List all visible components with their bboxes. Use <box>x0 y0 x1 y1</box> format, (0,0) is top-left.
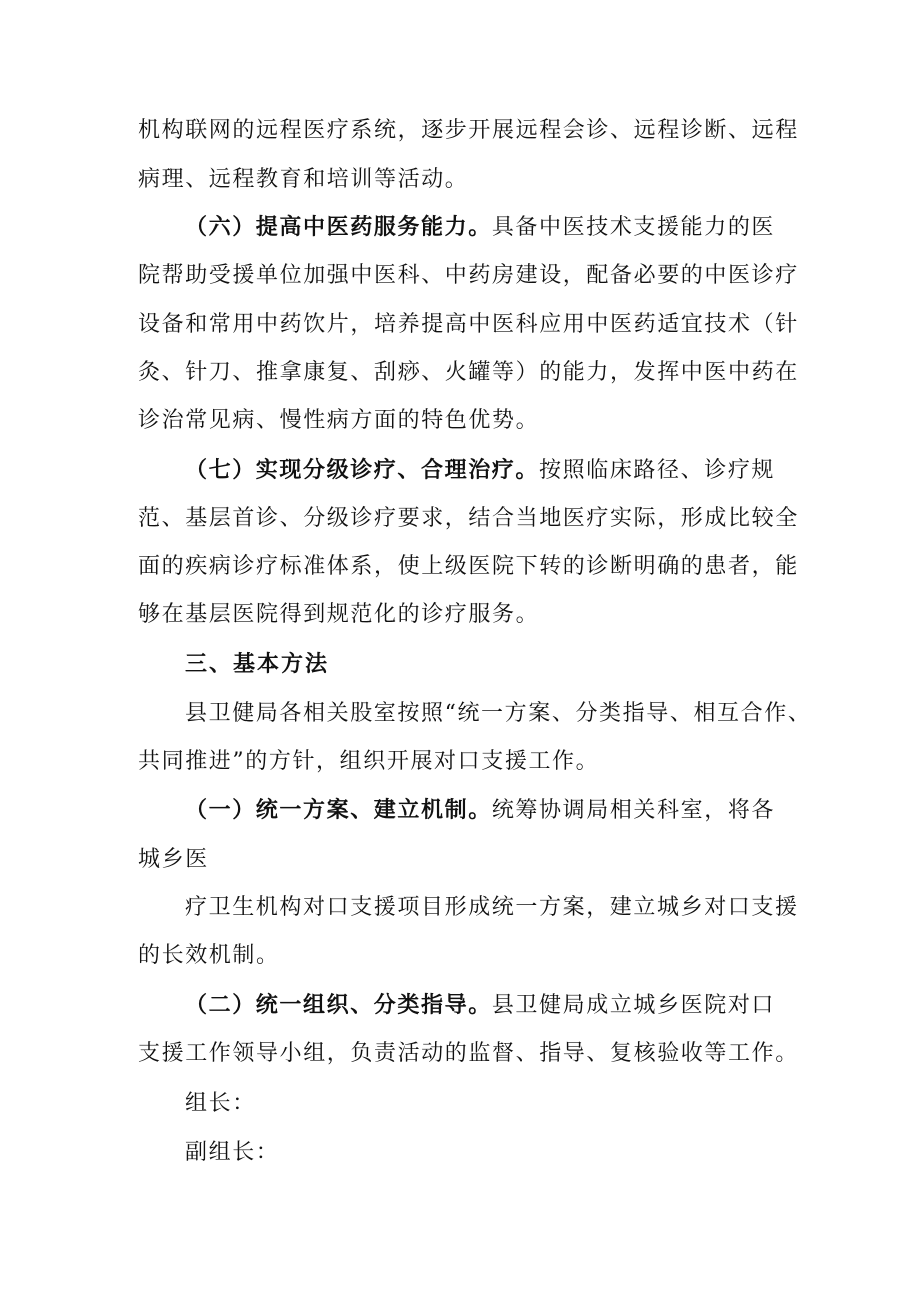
paragraph-line: 灸、针刀、推拿康复、刮痧、火罐等）的能力，发挥中医中药在 <box>138 360 799 385</box>
paragraph-text: 具备中医技术支援能力的医 <box>491 215 776 240</box>
section-heading-7: （七）实现分级诊疗、合理治疗。 <box>185 458 540 483</box>
paragraph-line: 机构联网的远程医疗系统，逐步开展远程会诊、远程诊断、远程 <box>138 118 799 143</box>
paragraph-line: 面的疾病诊疗标准体系，使上级医院下转的诊断明确的患者，能 <box>138 554 799 579</box>
paragraph-line: 县卫健局各相关股室按照“统一方案、分类指导、相互合作、 <box>185 701 812 726</box>
group-leader-label: 组长： <box>185 1091 256 1116</box>
chapter-heading: 三、基本方法 <box>185 652 330 677</box>
section-heading-1: （一）统一方案、建立机制。 <box>185 798 492 823</box>
paragraph-line: 诊治常见病、慢性病方面的特色优势。 <box>138 408 540 433</box>
paragraph-line: 疗卫生机构对口支援项目形成统一方案，建立城乡对口支援 <box>185 895 799 920</box>
paragraph-line <box>185 991 775 1021</box>
paragraph-line <box>185 796 775 826</box>
paragraph-line: 范、基层首诊、分级诊疗要求，结合当地医疗实际，形成比较全 <box>138 506 799 531</box>
section-heading-6: （六）提高中医药服务能力。 <box>185 215 492 240</box>
paragraph-line: 够在基层医院得到规范化的诊疗服务。 <box>138 602 540 627</box>
paragraph-text: 按照临床路径、诊疗规 <box>539 458 776 483</box>
deputy-leader-label: 副组长： <box>185 1140 280 1165</box>
paragraph-text: 县卫健局成立城乡医院对口 <box>491 993 776 1018</box>
paragraph-line: 共同推进”的方针，组织开展对口支援工作。 <box>138 749 600 774</box>
paragraph-line: 的长效机制。 <box>138 943 280 968</box>
paragraph-line <box>185 456 775 486</box>
paragraph-line: 院帮助受援单位加强中医科、中药房建设，配备必要的中医诊疗 <box>138 263 799 288</box>
section-heading-2: （二）统一组织、分类指导。 <box>185 993 492 1018</box>
paragraph-text: 统筹协调局相关科室，将各 <box>491 798 776 823</box>
paragraph-line: 城乡医 <box>138 847 209 872</box>
paragraph-line: 病理、远程教育和培训等活动。 <box>138 167 469 192</box>
paragraph-line: 设备和常用中药饮片，培养提高中医科应用中医药适宜技术（针 <box>138 312 799 337</box>
paragraph-line <box>185 213 775 243</box>
paragraph-line: 支援工作领导小组，负责活动的监督、指导、复核验收等工作。 <box>138 1041 799 1066</box>
